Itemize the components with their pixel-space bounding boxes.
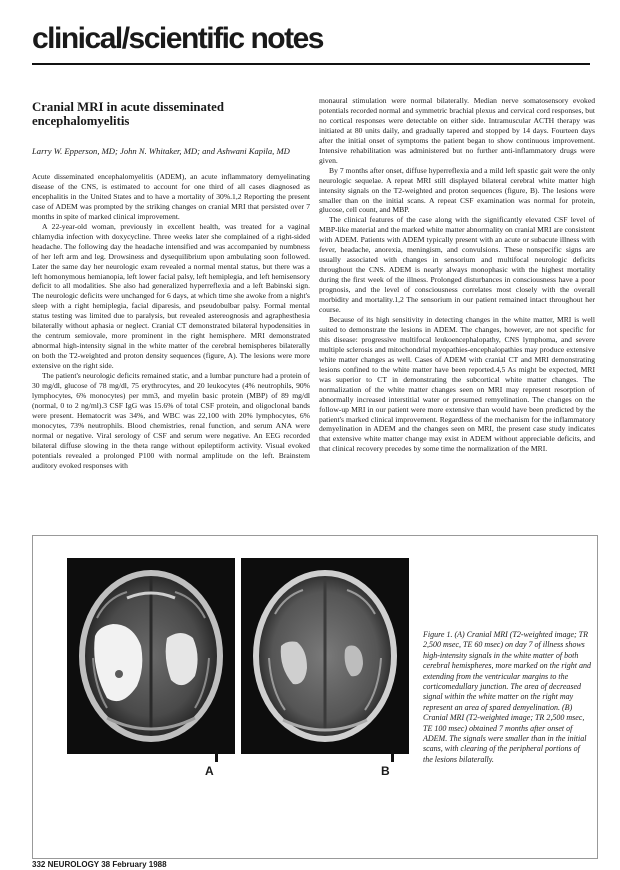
panel-label-b: B bbox=[381, 764, 390, 778]
figure-1 bbox=[32, 535, 598, 859]
article-authors: Larry W. Epperson, MD; John N. Whitaker, MD; and Ashwani Kapila, MD bbox=[32, 146, 290, 156]
body-column-right bbox=[319, 96, 595, 454]
paragraph: The patient's neurologic deficits remained static, and a lumbar puncture had a protein of 30 mg/dl, glucose of 78 mg/dl, 75 erythrocytes, and 20 leukocytes (4% neutrophils, 90% lymphocytes, 6% monocytes) per mm3, and myelin basic protein (MBP) of 89 mg/dl (normal, 0 to 2 ng/ml).3 CSF IgG was 15.6% of total CSF protein, and oligoclonal bands were present. Hematocrit was 34%, and WBC was 22,100 with 20% lymphocytes, 6% monocytes, 73% neutrophils. Blood chemistries, renal function, and serum ANA were normal or negative. Viral serology of CSF and serum were negative. An EEG recorded bilateral diffuse slowing in the theta range without epileptiform activity. Visual evoked potentials revealed a prolonged P100 with normal amplitude on the left. Brainstem auditory evoked responses with bbox=[32, 371, 310, 470]
panel-a-marker bbox=[215, 750, 218, 762]
header-rule bbox=[32, 63, 590, 65]
panel-b-marker bbox=[391, 750, 394, 762]
article-title: Cranial MRI in acute disseminated encephalomyelitis bbox=[32, 100, 224, 128]
paragraph: By 7 months after onset, diffuse hyperreflexia and a mild left spastic gait were the only neurologic sequelae. A repeat MRI still displayed bilateral cerebral white matter high intensity signals on the T2-weighted and proton sequences (figure, B). The lesions were smaller than on the initial scans. A repeat CSF examination was normal for protein, glucose, cell count, and MBP. bbox=[319, 165, 595, 215]
paragraph: monaural stimulation were normal bilaterally. Median nerve somatosensory evoked potentials recorded normal and symmetric brachial plexus and cervical cord responses, but no cortical responses were detectable on either side. Intramuscular ACTH therapy was initiated at 80 units daily, and gradually tapered and stopped by 14 days. Fourteen days after the initial onset of symptoms the patient began to show continuous improvement. Intensive rehabilitation was administered but no further anti-inflammatory drugs were given. bbox=[319, 96, 595, 165]
mri-scan-b bbox=[241, 558, 409, 754]
paragraph: Acute disseminated encephalomyelitis (ADEM), an acute inflammatory demyelinating disease of the CNS, is estimated to account for one third of all cases diagnosed as encephalitis in the United States and to have a mortality of 30%.1,2 Reporting the present case of ADEM was prompted by the striking changes on cranial MRI that persisted over 7 months in spite of marked clinical improvement. bbox=[32, 172, 310, 221]
figure-caption: Figure 1. (A) Cranial MRI (T2-weighted image; TR 2,500 msec, TE 60 msec) on day 7 of illness shows high-intensity signals in the white matter of both cerebral hemispheres, more marked on the right and extending from the ventricular margins to the corticomedullary junction. The area of decreased signal within the white matter on the right may represent an area of spared demyelination. (B) Cranial MRI (T2-weighted image; TR 2,500 msec, TE 100 msec) obtained 7 months after onset of ADEM. The signals were smaller than in the initial scans, with clearing of the peripheral portions of the lesions bilaterally. bbox=[423, 630, 591, 764]
paragraph: A 22-year-old woman, previously in excellent health, was treated for a vaginal chlamydia infection with doxycycline. Three weeks later she complained of a right-sided headache. The following day the headache intensified and was accompanied by numbness of her left arm and leg. Drowsiness and dysequilibrium upon ambulating soon followed. Later the same day her neurologic exam revealed a normal mental status, but there was a left homonymous hemianopia, left lower facial palsy, left hemiplegia, and left hemisensory deficit to all modalities. She also had generalized hyperreflexia and a left Babinski sign. The neurologic deficits were unchanged for 6 days, at which time she awoke from a night's sleep with a right hemiplegia, facial diparesis, and pseudobulbar palsy. Formal mental status testing was limited due to paralysis, but revealed astereognosis and agraphesthesia bilaterally without aphasia or neglect. Cranial CT demonstrated bilateral hypodensities in the centrum semiovale, more prominent in the right hemisphere. MRI demonstrated abnormal high-intensity signal in the white matter of the cerebral hemispheres bilaterally on both the T2-weighted and proton density sequences (figure, A). The lesions were more extensive on the right side. bbox=[32, 221, 310, 371]
paragraph: The clinical features of the case along with the significantly elevated CSF level of MBP-like material and the marked white matter abnormality on cranial MRI are consistent with ADEM. Patients with ADEM typically present with an acute or subacute illness with fever, headache, anorexia, meningism, and convulsions. These nonspecific signs are usually associated with changes in sensorium and multifocal neurologic deficits throughout the CNS. ADEM is nearly always monophasic with the highest mortality during the first week of the illness. Prolonged disturbances in consciousness have a poor prognosis, and the level of consciousness correlates most closely with the overall morbidity and mortality.1,2 The sensorium in our patient remained intact throughout her course. bbox=[319, 215, 595, 315]
mri-scan-a bbox=[67, 558, 235, 754]
panel-label-a: A bbox=[205, 764, 214, 778]
section-title: clinical/scientific notes bbox=[32, 22, 323, 55]
page-footer: 332 NEUROLOGY 38 February 1988 bbox=[32, 860, 167, 869]
body-column-left bbox=[32, 172, 310, 471]
paragraph: Because of its high sensitivity in detecting changes in the white matter, MRI is well suited to demonstrate the lesions in ADEM. The changes, however, are not specific for this disease: progressive multifocal leukoencephalopathy, CNS lymphoma, and severe multiple sclerosis and mitochondrial myopathies-encephalopathies may produce extensive white matter changes as well. Cases of ADEM with cranial CT and MRI demonstrating lesions confined to the white matter have been reported.4,5 As might be expected, MRI was superior to CT in demonstrating the subcortical white matter changes. The normalization of the white matter changes seen on MRI may represent resorption of abnormally increased interstitial water or presumed remyelination. The changes on the follow-up MRI in our patient were more extensive than would have been predicted by the patient's marked clinical improvement. Regardless of the mechanism for the inflammatory demyelination in ADEM and the changes seen on MRI, the present case study indicates that extensive white matter change may exist in ADEM without appreciable deficits, and that clinical recovery precedes by some time the normalization of the MRI. bbox=[319, 314, 595, 454]
